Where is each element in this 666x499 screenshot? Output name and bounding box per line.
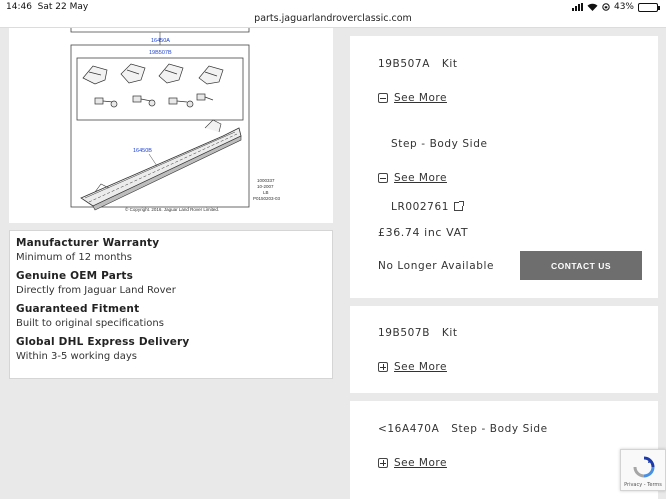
collapse-icon bbox=[378, 173, 388, 183]
see-more-toggle[interactable]: See More bbox=[378, 457, 447, 469]
status-icons bbox=[572, 2, 658, 12]
feature-oem bbox=[16, 270, 326, 296]
part-card-16a470a bbox=[350, 401, 658, 499]
part-number-link[interactable] bbox=[391, 201, 463, 213]
external-link-icon bbox=[454, 202, 463, 211]
status-time: 14:46 Sat 22 May bbox=[6, 2, 89, 12]
cellular-signal-icon bbox=[572, 3, 583, 11]
recaptcha-terms[interactable]: Privacy - Terms bbox=[624, 482, 662, 488]
feature-warranty bbox=[16, 237, 326, 263]
feature-desc: Directly from Jaguar Land Rover bbox=[16, 285, 176, 296]
feature-fitment bbox=[16, 303, 326, 329]
address-bar[interactable]: parts.jaguarlandroverclassic.com bbox=[254, 13, 412, 24]
features-panel bbox=[9, 230, 333, 379]
ref-code-1: 1000337 bbox=[257, 178, 275, 183]
diagram-copyright: © Copyright. 2016. Jaguar Land Rover Limited. bbox=[125, 207, 220, 212]
feature-desc: Minimum of 12 months bbox=[16, 252, 132, 263]
part-code-line bbox=[378, 327, 458, 339]
sub-part-desc: Step - Body Side bbox=[391, 138, 488, 150]
expand-icon bbox=[378, 458, 388, 468]
part-number: LR002761 bbox=[391, 201, 450, 213]
feature-desc: Within 3-5 working days bbox=[16, 351, 137, 362]
part-type: Step - Body Side bbox=[451, 423, 548, 435]
wifi-icon bbox=[587, 3, 598, 11]
feature-title: Global DHL Express Delivery bbox=[16, 336, 190, 348]
feature-title: Genuine OEM Parts bbox=[16, 270, 134, 282]
part-code: <16A470A bbox=[378, 423, 440, 435]
parts-diagram bbox=[9, 28, 333, 223]
ref-code-4: P0150203-03 bbox=[253, 196, 281, 201]
fastener-parts bbox=[95, 94, 213, 107]
part-price: £36.74 inc VAT bbox=[378, 226, 469, 239]
sub-see-more-toggle[interactable]: See More bbox=[378, 172, 447, 184]
recaptcha-badge[interactable] bbox=[620, 449, 666, 491]
part-code: 19B507A bbox=[378, 58, 430, 70]
step-board-drawing bbox=[81, 120, 241, 210]
feature-delivery bbox=[16, 336, 326, 362]
ref-code-3: LB bbox=[263, 190, 269, 195]
part-type: Kit bbox=[441, 327, 458, 339]
bracket-parts bbox=[83, 64, 223, 84]
feature-title: Manufacturer Warranty bbox=[16, 237, 160, 249]
feature-title: Guaranteed Fitment bbox=[16, 303, 140, 315]
expand-icon bbox=[378, 362, 388, 372]
part-card-19b507b bbox=[350, 306, 658, 393]
part-type: Kit bbox=[441, 58, 458, 70]
callout-16450a: 16450A bbox=[151, 38, 170, 44]
see-more-toggle[interactable]: See More bbox=[378, 361, 447, 373]
lock-rotation-icon bbox=[602, 3, 610, 11]
recaptcha-icon bbox=[632, 455, 656, 479]
part-code-line bbox=[378, 58, 458, 70]
availability-status: No Longer Available bbox=[378, 260, 495, 272]
battery-percent: 43% bbox=[613, 2, 634, 12]
contact-us-button[interactable]: CONTACT US bbox=[520, 251, 642, 280]
part-code-line bbox=[378, 423, 548, 435]
battery-icon bbox=[638, 3, 658, 12]
see-more-toggle[interactable]: See More bbox=[378, 92, 447, 104]
part-card-19b507a bbox=[350, 36, 658, 298]
status-bar bbox=[0, 0, 666, 28]
part-code: 19B507B bbox=[378, 327, 431, 339]
ref-code-2: 10-2007 bbox=[257, 184, 274, 189]
callout-16450b: 16450B bbox=[133, 148, 152, 154]
callout-19b507b: 19B507B bbox=[149, 50, 172, 56]
feature-desc: Built to original specifications bbox=[16, 318, 164, 329]
collapse-icon bbox=[378, 93, 388, 103]
